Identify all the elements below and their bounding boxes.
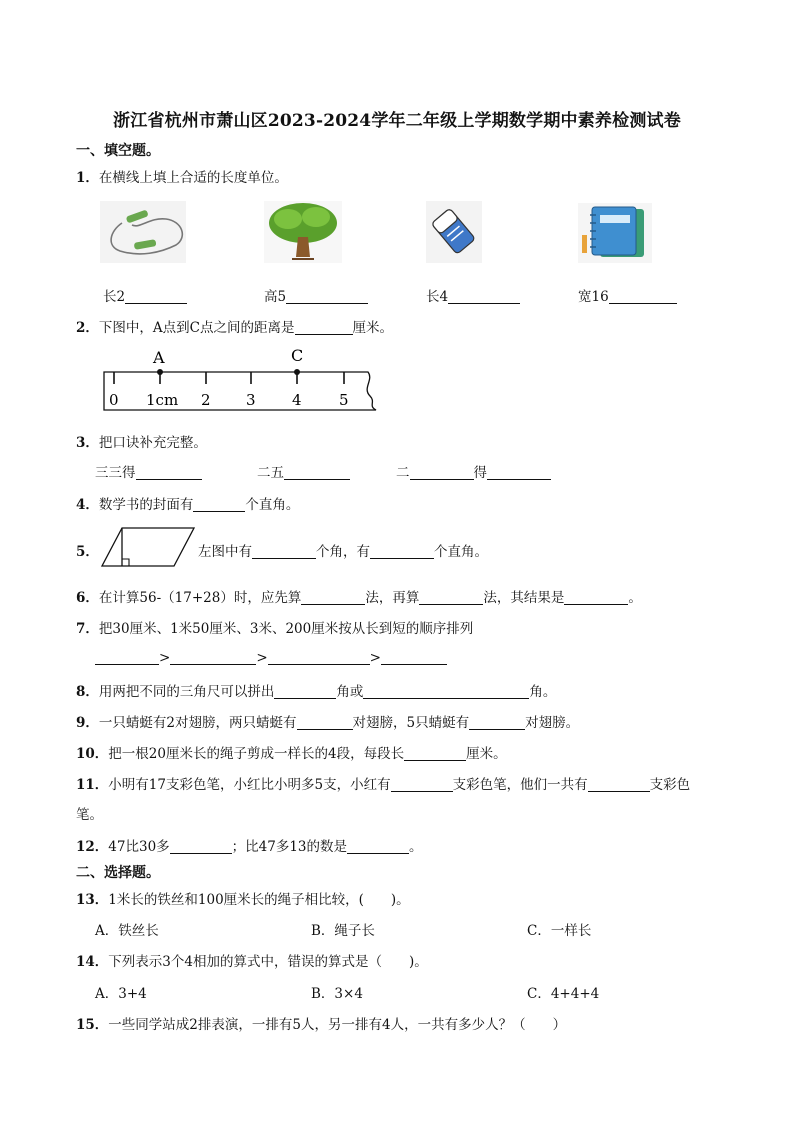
answer-blank[interactable]	[301, 590, 365, 605]
ruler-diagram	[100, 344, 384, 416]
question-number: 1．	[76, 170, 99, 186]
question-10: 10．把一根20厘米长的绳子剪成一样长的4段，每段长 厘米。	[76, 746, 507, 762]
question-15: 15．一些同学站成2排表演，一排有5人，另一排有4人，一共有多少人？（ ）	[76, 1017, 567, 1033]
question-2: 2．下图中，A点到C点之间的距离是 厘米。	[76, 320, 393, 336]
question-14: 14．下列表示3个4相加的算式中，错误的算式是（ )。	[76, 954, 428, 970]
tree-icon	[264, 201, 342, 263]
answer-blank[interactable]	[136, 465, 202, 480]
answer-blank[interactable]	[170, 650, 256, 665]
q1-label-4: 宽16	[578, 285, 677, 305]
question-11: 11．小明有17支彩色笔，小红比小明多5支，小红有 支彩色笔，他们一共有 支彩色	[76, 777, 691, 793]
question-9: 9．一只蜻蜓有2对翅膀，两只蜻蜓有 对翅膀，5只蜻蜓有 对翅膀。	[76, 715, 580, 731]
section-multiple-choice: 二、选择题。	[76, 865, 160, 881]
answer-blank[interactable]	[370, 544, 434, 559]
answer-blank[interactable]	[469, 715, 525, 730]
question-8: 8．用两把不同的三角尺可以拼出 角或 角。	[76, 684, 557, 700]
q14-option-c[interactable]: C．4+4+4	[527, 986, 600, 1002]
ruler-tick-label: 0	[109, 391, 119, 409]
answer-blank[interactable]	[170, 839, 232, 854]
ruler-tick-label: 5	[339, 391, 349, 409]
answer-blank[interactable]	[487, 465, 551, 480]
answer-blank[interactable]	[448, 289, 520, 304]
question-text: 在横线上填上合适的长度单位。	[98, 170, 288, 186]
q13-option-a[interactable]: A．铁丝长	[95, 923, 159, 939]
q13-option-c[interactable]: C．一样长	[527, 923, 592, 939]
section-fill-blank: 一、填空题。	[76, 143, 160, 159]
answer-blank[interactable]	[284, 465, 350, 480]
q1-label-2: 高5	[264, 285, 368, 305]
q7-order-row: > > >	[95, 650, 447, 666]
q1-label-1: 长2	[103, 285, 187, 305]
question-6: 6．在计算56-（17+28）时，应先算 法，再算 法，其结果是 。	[76, 590, 642, 606]
question-12: 12．47比30多 ；比47多13的数是 。	[76, 839, 423, 855]
question-3: 3．把口诀补充完整。	[76, 435, 207, 451]
question-5: 左图中有 个角，有 个直角。	[198, 544, 488, 560]
answer-blank[interactable]	[609, 289, 677, 304]
question-1	[76, 166, 288, 186]
eraser-icon	[426, 201, 482, 263]
answer-blank[interactable]	[391, 777, 453, 792]
q3-item-2: 二五	[257, 461, 350, 481]
answer-blank[interactable]	[286, 289, 368, 304]
q13-option-b[interactable]: B．绳子长	[311, 923, 375, 939]
answer-blank[interactable]	[295, 320, 353, 335]
answer-blank[interactable]	[252, 544, 316, 559]
ruler-tick-label: 3	[246, 391, 256, 409]
answer-blank[interactable]	[125, 289, 187, 304]
page-title: 浙江省杭州市萧山区2023-2024学年二年级上学期数学期中素养检测试卷	[113, 111, 681, 131]
answer-blank[interactable]	[381, 650, 447, 665]
q14-option-b[interactable]: B．3×4	[311, 986, 363, 1002]
answer-blank[interactable]	[297, 715, 353, 730]
answer-blank[interactable]	[404, 746, 466, 761]
ruler-tick-label: 2	[201, 391, 211, 409]
ruler-point-c: C	[291, 346, 304, 365]
ruler-tick-label: 1cm	[146, 391, 179, 409]
ruler-point-a: A	[153, 348, 165, 367]
q3-item-1: 三三得	[95, 461, 202, 481]
answer-blank[interactable]	[410, 465, 474, 480]
answer-blank[interactable]	[193, 497, 245, 512]
q3-item-3: 二 得	[396, 461, 551, 481]
answer-blank[interactable]	[95, 650, 159, 665]
answer-blank[interactable]	[588, 777, 650, 792]
question-4: 4．数学书的封面有 个直角。	[76, 497, 300, 513]
notebook-icon	[578, 203, 652, 263]
parallelogram-figure	[100, 526, 196, 568]
jump-rope-icon	[100, 201, 186, 263]
answer-blank[interactable]	[363, 684, 529, 699]
q14-option-a[interactable]: A．3+4	[95, 986, 147, 1002]
question-13: 13．1米长的铁丝和100厘米长的绳子相比较，( )。	[76, 892, 410, 908]
question-5-number: 5．	[76, 544, 99, 560]
question-11-cont: 笔。	[76, 807, 103, 823]
ruler-tick-label: 4	[292, 391, 302, 409]
answer-blank[interactable]	[268, 650, 370, 665]
answer-blank[interactable]	[274, 684, 336, 699]
answer-blank[interactable]	[564, 590, 628, 605]
question-7: 7．把30厘米、1米50厘米、3米、200厘米按从长到短的顺序排列	[76, 621, 474, 637]
answer-blank[interactable]	[419, 590, 483, 605]
answer-blank[interactable]	[347, 839, 409, 854]
q1-label-3: 长4	[426, 285, 520, 305]
